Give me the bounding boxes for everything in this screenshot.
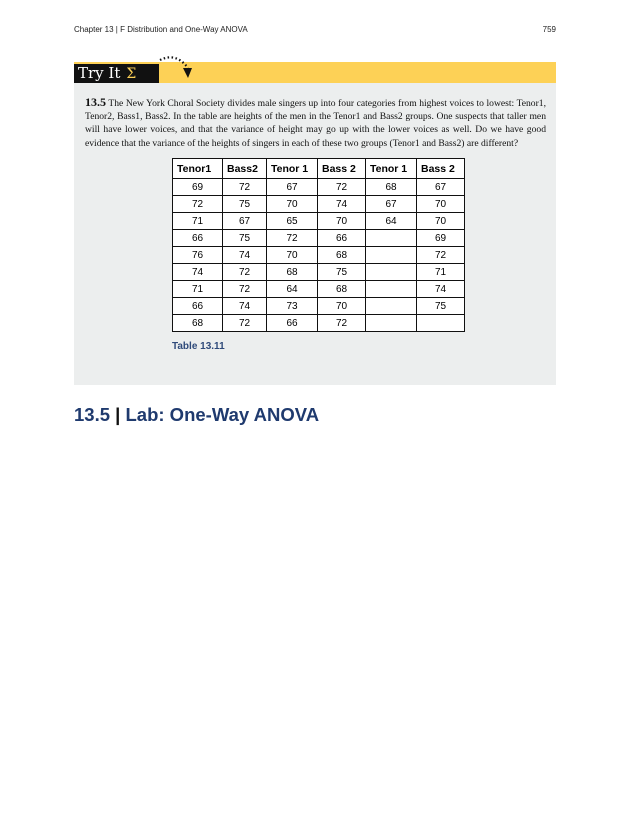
sigma-icon: Σ — [126, 66, 137, 82]
table-cell: 72 — [223, 281, 267, 298]
table-cell: 73 — [267, 298, 318, 315]
table-cell: 66 — [267, 315, 318, 332]
table-cell: 71 — [173, 281, 223, 298]
table-cell: 72 — [223, 179, 267, 196]
table-cell: 66 — [173, 230, 223, 247]
table-row — [173, 213, 465, 230]
table-cell — [417, 315, 465, 332]
table-row — [173, 315, 465, 332]
table-cell: 74 — [318, 196, 366, 213]
table-cell: 71 — [417, 264, 465, 281]
table-row — [173, 298, 465, 315]
table-cell — [366, 298, 417, 315]
table-cell: 70 — [318, 298, 366, 315]
table-cell: 70 — [318, 213, 366, 230]
problem-number: 13.5 — [85, 95, 106, 109]
table-cell: 68 — [318, 281, 366, 298]
table-cell: 74 — [223, 247, 267, 264]
problem-paragraph — [85, 96, 546, 150]
table-cell: 72 — [318, 179, 366, 196]
table-cell: 69 — [173, 179, 223, 196]
try-it-label — [74, 64, 159, 83]
table-cell: 67 — [267, 179, 318, 196]
try-it-box — [74, 62, 556, 385]
table-cell — [366, 315, 417, 332]
table-cell: 67 — [223, 213, 267, 230]
table-cell — [366, 247, 417, 264]
table-header: Bass2 — [223, 159, 267, 179]
table-row — [173, 179, 465, 196]
table-cell: 75 — [318, 264, 366, 281]
table-header: Bass 2 — [417, 159, 465, 179]
table-row — [173, 196, 465, 213]
table-row — [173, 247, 465, 264]
table-header: Bass 2 — [318, 159, 366, 179]
table-cell: 76 — [173, 247, 223, 264]
table-header: Tenor 1 — [267, 159, 318, 179]
table-cell: 72 — [223, 264, 267, 281]
problem-text: The New York Choral Society divides male singers up into four categories from highest voices to lowest: Tenor1, Tenor2, Bass1, Bass2. In the table are heights of the men in the Tenor1 and Bass2 groups. One suspects that taller men will have lower voices, and that the variance of height may go up with the lower voices as well. Do we have good evidence that the variance of the heights of singers in each of these two groups (Tenor1 and Bass2) are different? — [85, 98, 546, 149]
table-cell: 69 — [417, 230, 465, 247]
table-cell: 70 — [417, 196, 465, 213]
table-row — [173, 230, 465, 247]
table-cell: 75 — [223, 230, 267, 247]
table-cell: 72 — [223, 315, 267, 332]
section-number: 13.5 — [74, 404, 111, 425]
table-cell: 68 — [318, 247, 366, 264]
table-cell — [366, 264, 417, 281]
table-cell: 64 — [267, 281, 318, 298]
table-cell: 65 — [267, 213, 318, 230]
table-row — [173, 264, 465, 281]
table-cell: 72 — [318, 315, 366, 332]
table-cell: 68 — [366, 179, 417, 196]
table-cell: 75 — [223, 196, 267, 213]
dotted-arrow-icon — [158, 54, 194, 82]
running-head — [74, 25, 556, 34]
table-caption: Table 13.11 — [172, 341, 225, 352]
table-header: Tenor 1 — [366, 159, 417, 179]
table-header-row — [173, 159, 465, 179]
table-cell: 67 — [417, 179, 465, 196]
table-cell — [366, 230, 417, 247]
table-cell: 66 — [173, 298, 223, 315]
table-cell: 72 — [267, 230, 318, 247]
table-cell: 64 — [366, 213, 417, 230]
table-row — [173, 281, 465, 298]
table-cell: 75 — [417, 298, 465, 315]
section-name: Lab: One-Way ANOVA — [125, 404, 320, 425]
table-header: Tenor1 — [173, 159, 223, 179]
table-cell: 71 — [173, 213, 223, 230]
table-body — [173, 179, 465, 332]
table-cell: 66 — [318, 230, 366, 247]
chapter-title: Chapter 13 | F Distribution and One-Way ANOVA — [74, 25, 248, 34]
table-cell: 72 — [417, 247, 465, 264]
table-cell: 74 — [223, 298, 267, 315]
table-cell: 70 — [417, 213, 465, 230]
page-number: 759 — [542, 25, 556, 34]
table-cell: 67 — [366, 196, 417, 213]
table-cell: 72 — [173, 196, 223, 213]
section-separator: | — [115, 404, 121, 425]
try-it-text: Try It — [78, 64, 121, 82]
table-cell: 70 — [267, 196, 318, 213]
table-cell: 74 — [173, 264, 223, 281]
table-cell: 74 — [417, 281, 465, 298]
table-cell: 70 — [267, 247, 318, 264]
table-cell: 68 — [267, 264, 318, 281]
table-cell — [366, 281, 417, 298]
table-cell: 68 — [173, 315, 223, 332]
section-title — [74, 404, 319, 426]
heights-table — [172, 158, 465, 332]
